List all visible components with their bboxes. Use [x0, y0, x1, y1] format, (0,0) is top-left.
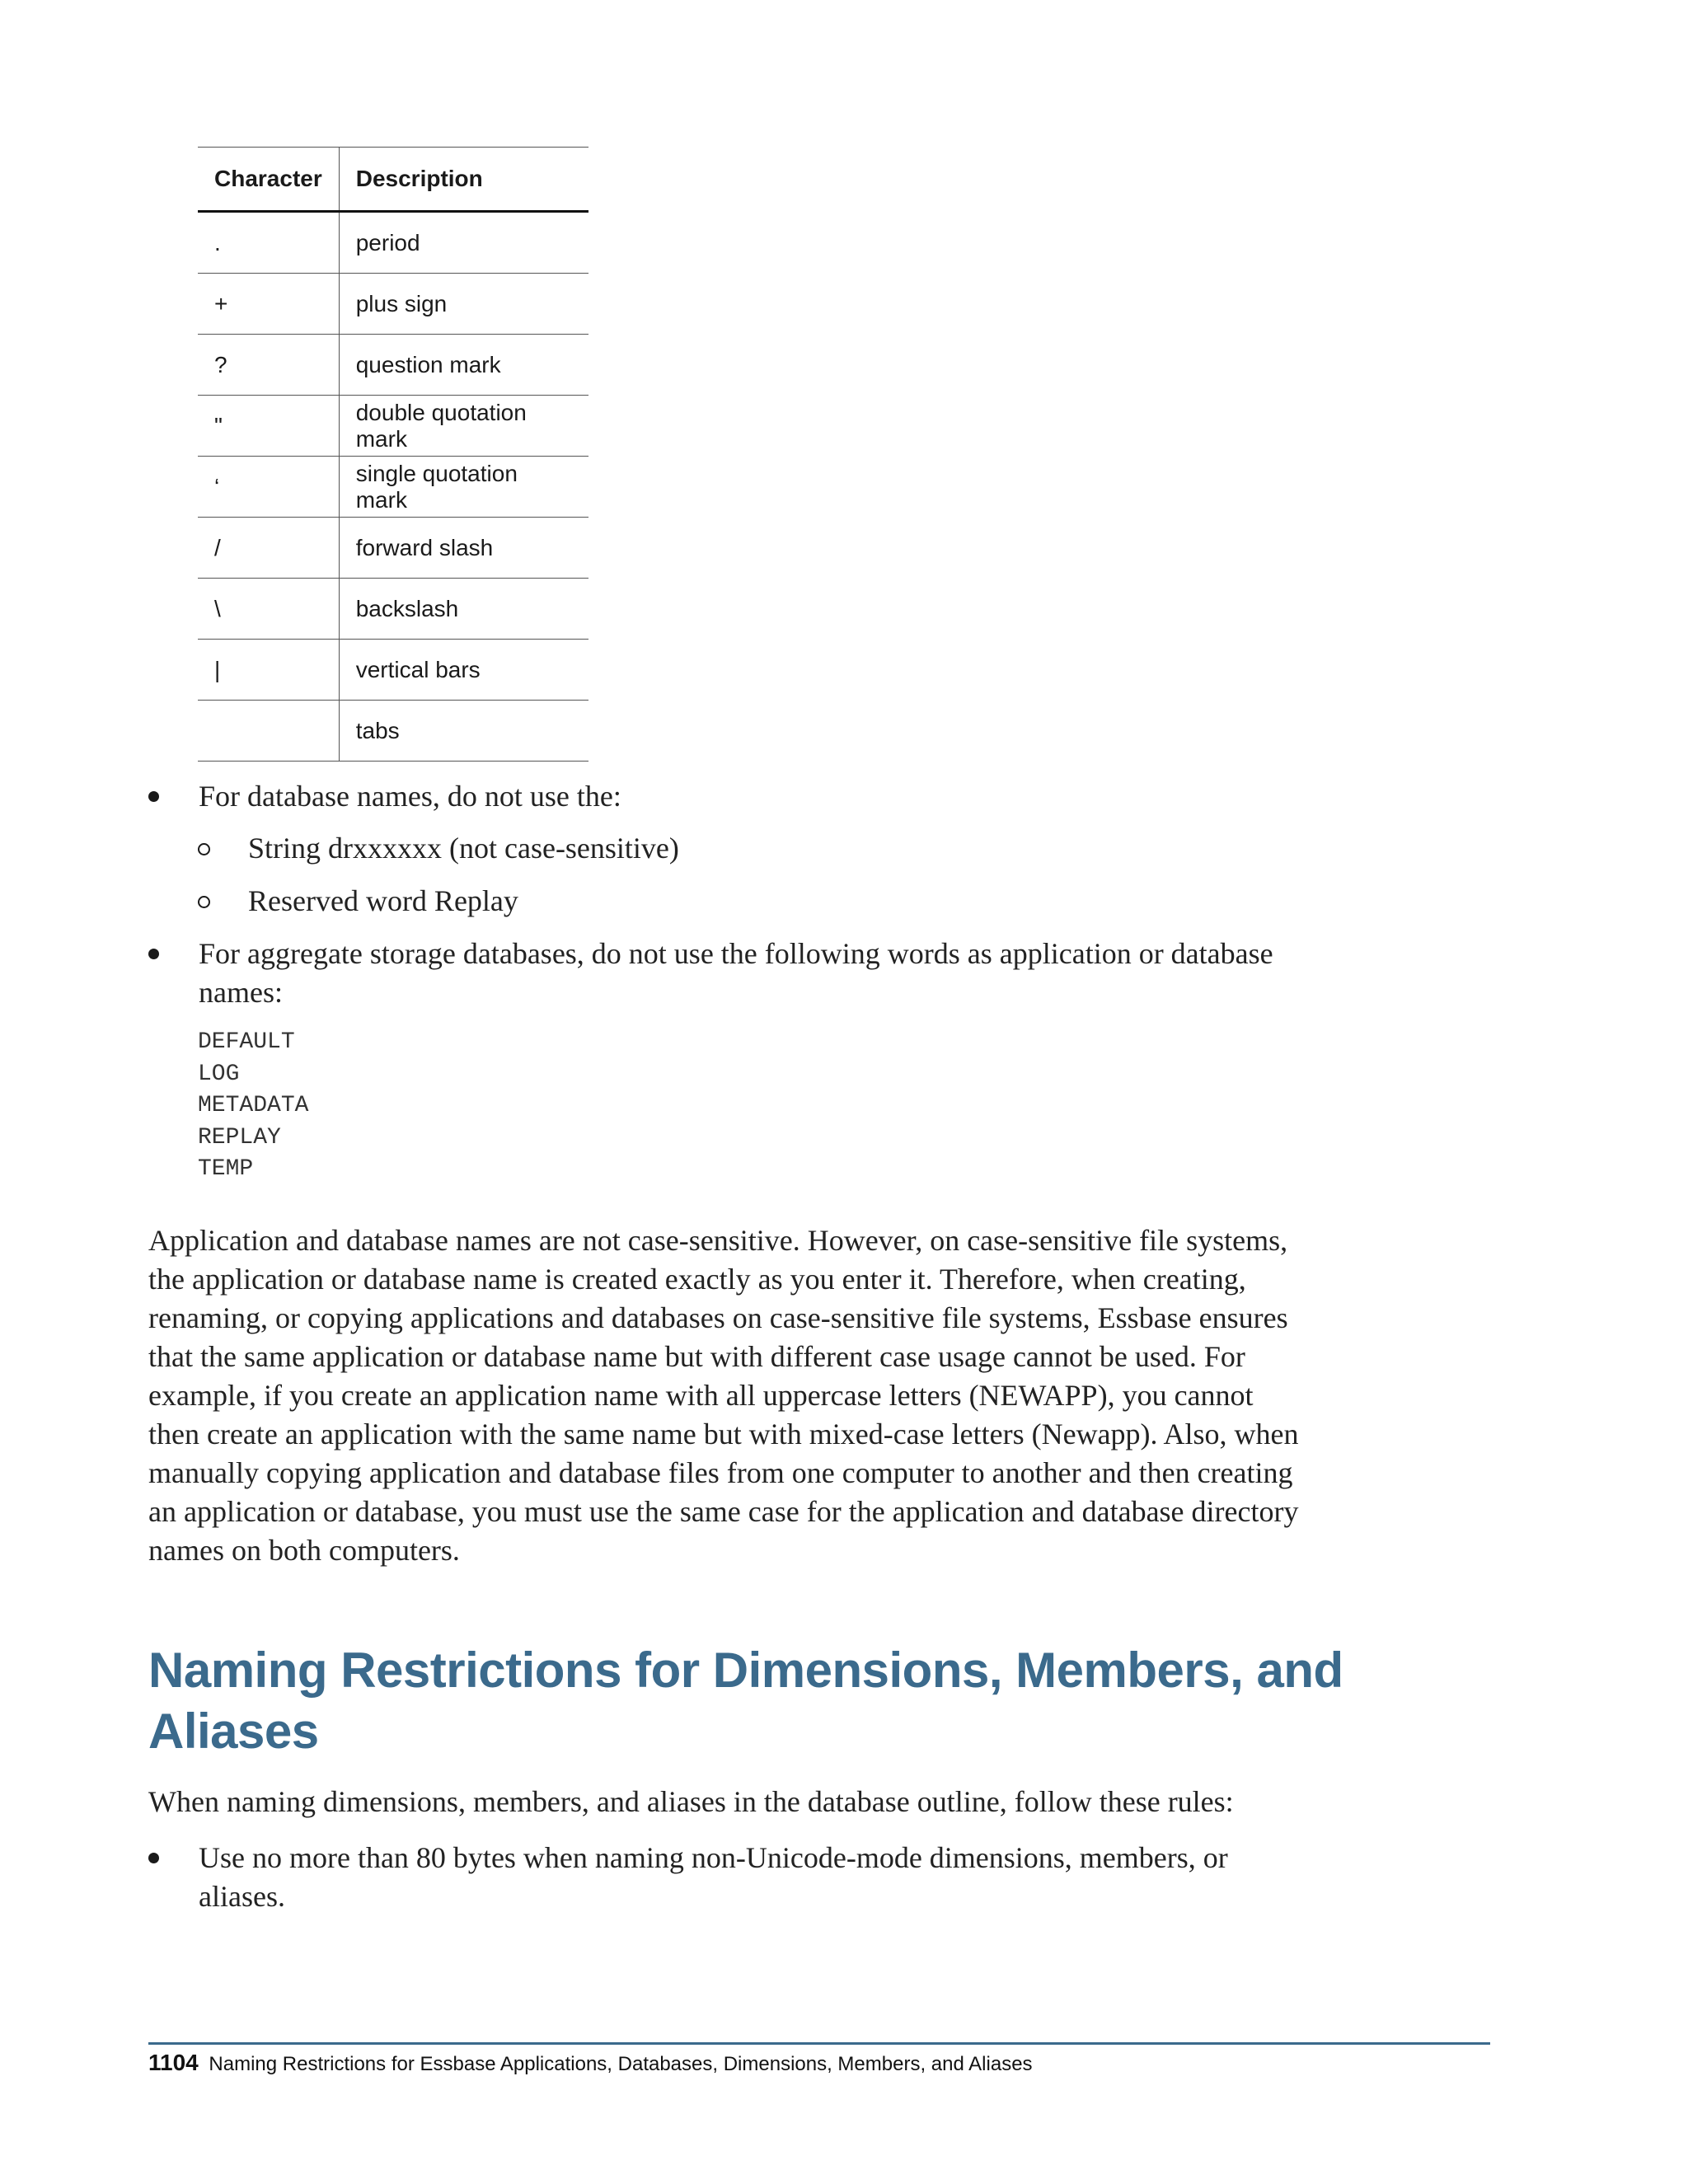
- cell-character: /: [198, 518, 339, 579]
- cell-character: +: [198, 274, 339, 335]
- cell-description: backslash: [339, 579, 588, 640]
- cell-character: ": [198, 396, 339, 457]
- footer-title: Naming Restrictions for Essbase Applications, Databases, Dimensions, Members, and Aliases: [209, 2053, 1033, 2075]
- character-table: [198, 147, 588, 762]
- cell-character: .: [198, 212, 339, 274]
- cell-character: ?: [198, 335, 339, 396]
- page-number: 1104: [148, 2050, 199, 2075]
- cell-description: period: [339, 212, 588, 274]
- bullet-icon: [148, 949, 159, 959]
- footer-divider: [148, 2042, 1490, 2045]
- section-intro-paragraph: When naming dimensions, members, and aliases in the database outline, follow these rules:: [148, 1785, 1234, 1818]
- code-line: METADATA: [198, 1093, 309, 1118]
- table-row: [198, 457, 588, 518]
- cell-description: single quotation mark: [339, 457, 588, 518]
- page-footer: [148, 2050, 1033, 2076]
- code-line: LOG: [198, 1061, 240, 1087]
- table-header-row: [198, 148, 588, 212]
- table-row: [198, 212, 588, 274]
- reserved-words-code-block: [198, 1027, 308, 1186]
- sub-bullet-text: Reserved word Replay: [248, 884, 518, 917]
- table-row: [198, 335, 588, 396]
- table-row: [198, 518, 588, 579]
- circle-bullet-icon: [198, 843, 210, 855]
- table-row: [198, 640, 588, 701]
- cell-character: \: [198, 579, 339, 640]
- code-line: DEFAULT: [198, 1029, 295, 1055]
- column-header-character: Character: [198, 148, 339, 212]
- cell-description: forward slash: [339, 518, 588, 579]
- cell-description: question mark: [339, 335, 588, 396]
- table-row: [198, 274, 588, 335]
- sub-bullet-text: String drxxxxxx (not case-sensitive): [248, 832, 679, 865]
- cell-character: |: [198, 640, 339, 701]
- bullet-icon: [148, 1853, 159, 1863]
- cell-character: ‘: [198, 457, 339, 518]
- bullet-text: For database names, do not use the:: [199, 780, 621, 813]
- bullet-icon: [148, 791, 159, 802]
- table-row: [198, 396, 588, 457]
- cell-description: plus sign: [339, 274, 588, 335]
- cell-description: double quotation mark: [339, 396, 588, 457]
- code-line: REPLAY: [198, 1124, 281, 1151]
- column-header-description: Description: [339, 148, 588, 212]
- cell-description: tabs: [339, 701, 588, 762]
- bullet-text: For aggregate storage databases, do not use the following words as application or database names:: [199, 937, 1273, 1009]
- table-row: [198, 701, 588, 762]
- table-row: [198, 579, 588, 640]
- code-line: TEMP: [198, 1156, 254, 1182]
- section-heading: Naming Restrictions for Dimensions, Members, and Aliases: [148, 1643, 1343, 1759]
- cell-description: vertical bars: [339, 640, 588, 701]
- cell-character: [198, 701, 339, 762]
- case-sensitivity-paragraph: Application and database names are not case-sensitive. However, on case-sensitive file systems, the application or database name is created exactly as you enter it. Therefore, when creating, renaming, or copying applications and databases on case-sensitive file systems, Essbase ensures that the same application or database name but with different case usage cannot be used. For example, if you create an application name with all uppercase letters (NEWAPP), you cannot then create an application with the same name but with mixed-case letters (Newapp). Also, when manually copying application and database files from one computer to another and then creating an application or database, you must use the same case for the application and database directory names on both computers.: [148, 1224, 1299, 1567]
- bullet-text: Use no more than 80 bytes when naming non-Unicode-mode dimensions, members, or aliases.: [199, 1841, 1228, 1913]
- circle-bullet-icon: [198, 896, 210, 908]
